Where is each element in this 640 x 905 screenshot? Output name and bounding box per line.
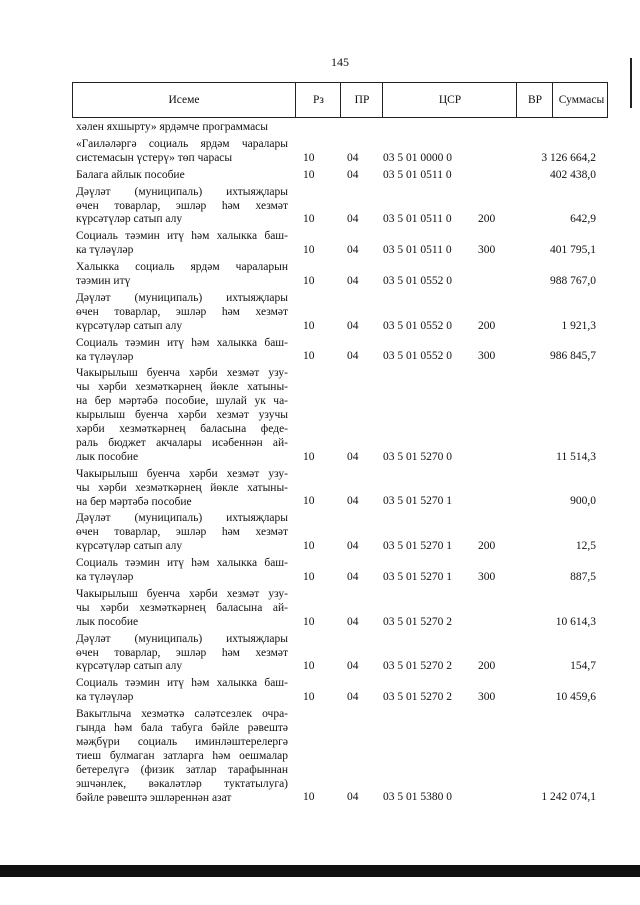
cell-rz: 10 <box>303 540 315 553</box>
row-name-line: күрсәтүләр сатып алу <box>76 319 183 332</box>
cell-csr: 03 5 01 5380 0 <box>383 791 452 804</box>
row-name-line: өчен товарлар, эшләр һәм хезмәт <box>76 199 288 212</box>
cell-rz: 10 <box>303 791 315 804</box>
cell-csr: 03 5 01 5270 1 <box>383 570 452 583</box>
table-row <box>0 230 640 258</box>
cell-vr: 200 <box>478 213 496 226</box>
row-name-line: ка түләүләр <box>76 244 134 257</box>
row-name-line: гында һәм бала табуга бәйле рәвештә <box>76 722 288 734</box>
row-name-line: өчен товарлар, эшләр һәм хезмәт <box>76 526 288 539</box>
row-name <box>76 468 288 510</box>
cell-pr: 04 <box>347 570 359 583</box>
row-name-line: лык пособие <box>76 615 139 628</box>
row-name <box>76 367 288 464</box>
row-name-line: тиеш булмаган затларга һәм оешмалар <box>76 749 288 762</box>
row-name <box>76 138 288 166</box>
cell-rz: 10 <box>303 495 315 508</box>
table-row <box>0 138 640 166</box>
cell-vr: 300 <box>478 244 496 257</box>
cell-sum: 1 921,3 <box>561 319 596 332</box>
table-row <box>0 186 640 228</box>
row-name-line: лык пособие <box>76 450 139 463</box>
cell-pr: 04 <box>347 660 359 673</box>
cell-sum: 1 242 074,1 <box>541 791 596 804</box>
cell-csr: 03 5 01 5270 2 <box>383 660 452 673</box>
cell-pr: 04 <box>347 213 359 226</box>
table-row <box>0 367 640 464</box>
cell-csr: 03 5 01 0511 0 <box>383 244 452 257</box>
cell-csr: 03 5 01 0552 0 <box>383 274 452 287</box>
row-name-line: бетерелүгә (физик затлар тарафыннан <box>76 763 288 776</box>
row-name-line: чы хәрби хезмәткәрнең йөкле хатыны- <box>76 381 288 394</box>
row-name-line: өчен товарлар, эшләр һәм хезмәт <box>76 646 288 659</box>
cell-sum: 12,5 <box>575 540 596 553</box>
row-name-line: Дәүләт (муниципаль) ихтыяҗлары <box>76 291 288 304</box>
cell-pr: 04 <box>347 540 359 553</box>
cell-rz: 10 <box>303 615 315 628</box>
cell-csr: 03 5 01 5270 1 <box>383 540 452 553</box>
row-name-line: Халыкка социаль ярдәм чараларын <box>76 261 288 274</box>
row-name <box>76 512 288 554</box>
cell-sum: 986 845,7 <box>550 350 596 363</box>
row-name-line: Дәүләт (муниципаль) ихтыяҗлары <box>76 512 288 525</box>
cell-csr: 03 5 01 0552 0 <box>383 319 452 332</box>
table-row <box>0 261 640 289</box>
cell-pr: 04 <box>347 168 359 181</box>
cell-sum: 154,7 <box>570 660 596 673</box>
row-name <box>76 169 288 183</box>
row-name <box>76 708 288 805</box>
cell-sum: 10 459,6 <box>555 691 596 704</box>
row-name-line: Балага айлык пособие <box>76 168 185 181</box>
cell-vr: 200 <box>478 660 496 673</box>
row-name-line: Вакытлыча хезмәткә сәләтсезлек очра- <box>76 708 288 721</box>
row-name-line: чы хәрби хезмәткәрнең баласына ай- <box>76 601 288 614</box>
row-name-line: чы хәрби хезмәткәрнең йөкле хатыны- <box>76 481 288 494</box>
table-row <box>0 588 640 630</box>
cell-rz: 10 <box>303 244 315 257</box>
row-name-line: эшчәнлек, вәкаләтләр туктатылуга) <box>76 777 288 790</box>
table-row <box>0 557 640 585</box>
table-row <box>0 337 640 365</box>
row-name-line: күрсәтүләр сатып алу <box>76 540 183 553</box>
row-name-line: Чакырылыш буенча хәрби хезмәт узу- <box>76 587 288 600</box>
row-name-line: тәэмин итү <box>76 275 131 287</box>
cell-rz: 10 <box>303 319 315 332</box>
row-name-line: Социаль тәэмин итү һәм халыкка баш- <box>76 230 288 243</box>
header-name: Исеме <box>168 94 200 106</box>
table-header <box>72 82 608 118</box>
table-row <box>0 708 640 805</box>
cell-vr: 200 <box>478 319 496 332</box>
cell-rz: 10 <box>303 450 315 463</box>
row-name-line: күрсәтүләр сатып алу <box>76 213 183 226</box>
header-vr: ВР <box>516 83 553 117</box>
cell-rz: 10 <box>303 151 315 164</box>
row-name <box>76 588 288 630</box>
row-name-line: Чакырылыш буенча хәрби хезмәт узу- <box>76 467 288 480</box>
cell-pr: 04 <box>347 495 359 508</box>
row-name-line: күрсәтүләр сатып алу <box>76 660 183 673</box>
table-row <box>0 633 640 675</box>
cell-csr: 03 5 01 5270 1 <box>383 495 452 508</box>
table-row <box>0 677 640 705</box>
cell-pr: 04 <box>347 244 359 257</box>
row-name-line: Дәүләт (муниципаль) ихтыяҗлары <box>76 185 288 198</box>
cell-sum: 10 614,3 <box>555 615 596 628</box>
cell-rz: 10 <box>303 691 315 704</box>
cell-csr: 03 5 01 5270 2 <box>383 615 452 628</box>
header-rz: Рз <box>295 83 341 117</box>
cell-csr: 03 5 01 5270 2 <box>383 691 452 704</box>
cell-vr: 300 <box>478 350 496 363</box>
cell-sum: 988 767,0 <box>550 274 596 287</box>
row-name <box>76 261 288 289</box>
row-name <box>76 186 288 228</box>
page-number: 145 <box>331 55 349 69</box>
row-name-line: хәрби хезмәткәрнең баласына феде- <box>76 423 288 436</box>
row-name-line: ка түләүләр <box>76 691 134 704</box>
cell-pr: 04 <box>347 350 359 363</box>
cell-sum: 3 126 664,2 <box>541 151 596 164</box>
row-name <box>76 633 288 675</box>
row-name <box>76 121 288 135</box>
row-name-line: мәҗбүри социаль иминләштерелергә <box>76 735 288 748</box>
cell-rz: 10 <box>303 213 315 226</box>
cell-sum: 402 438,0 <box>550 168 596 181</box>
table-row <box>0 121 640 135</box>
cell-rz: 10 <box>303 570 315 583</box>
row-name <box>76 557 288 585</box>
cell-sum: 900,0 <box>570 495 596 508</box>
row-name-line: на бер мәртәбә пособие, шулай ук ча- <box>76 395 288 408</box>
table-row <box>0 292 640 334</box>
cell-sum: 642,9 <box>570 213 596 226</box>
row-name-line: Социаль тәэмин итү һәм халыкка баш- <box>76 336 288 349</box>
cell-rz: 10 <box>303 274 315 287</box>
table-row <box>0 169 640 183</box>
cell-pr: 04 <box>347 691 359 704</box>
header-csr: ЦСР <box>382 83 517 117</box>
row-name-line: ка түләүләр <box>76 350 134 363</box>
row-name-line: кырылыш буенча хәрби хезмәт узучы <box>76 409 288 422</box>
row-name-line: Социаль тәэмин итү һәм халыкка баш- <box>76 557 288 570</box>
cell-sum: 11 514,3 <box>556 450 596 463</box>
cell-pr: 04 <box>347 615 359 628</box>
table-row <box>0 468 640 510</box>
cell-rz: 10 <box>303 660 315 673</box>
row-name-line: раль бюджет акчалары исәбеннән ай- <box>76 436 288 449</box>
page-edge-rule <box>630 58 632 108</box>
table-row <box>0 512 640 554</box>
header-pr: ПР <box>340 83 383 117</box>
cell-sum: 401 795,1 <box>550 244 596 257</box>
row-name <box>76 677 288 705</box>
row-name-line: бәйле рәвештә эшләреннән азат <box>76 791 232 804</box>
cell-csr: 03 5 01 0511 0 <box>383 213 452 226</box>
row-name-line: системасын үстерү» төп чарасы <box>76 151 233 164</box>
row-name-line: на бер мәртәбә пособие <box>76 495 192 508</box>
cell-vr: 300 <box>478 570 496 583</box>
row-name-line: ка түләүләр <box>76 571 134 583</box>
header-sum: Суммасы <box>552 83 610 117</box>
row-name-line: Чакырылыш буенча хәрби хезмәт узу- <box>76 367 288 380</box>
row-name <box>76 230 288 258</box>
cell-pr: 04 <box>347 151 359 164</box>
cell-vr: 200 <box>478 540 496 553</box>
cell-pr: 04 <box>347 450 359 463</box>
row-name-line: хәлен яхшырту» ярдәмче программасы <box>76 121 269 133</box>
row-name-line: Дәүләт (муниципаль) ихтыяҗлары <box>76 632 288 645</box>
row-name-line: өчен товарлар, эшләр һәм хезмәт <box>76 305 288 318</box>
cell-csr: 03 5 01 5270 0 <box>383 450 452 463</box>
cell-sum: 887,5 <box>570 570 596 583</box>
cell-csr: 03 5 01 0000 0 <box>383 151 452 164</box>
cell-rz: 10 <box>303 350 315 363</box>
row-name-line: «Гаиләләргә социаль ярдәм чаралары <box>76 137 288 150</box>
cell-vr: 300 <box>478 691 496 704</box>
scan-bottom-bar <box>0 865 640 877</box>
cell-csr: 03 5 01 0552 0 <box>383 350 452 363</box>
cell-csr: 03 5 01 0511 0 <box>383 168 452 181</box>
row-name <box>76 337 288 365</box>
row-name-line: Социаль тәэмин итү һәм халыкка баш- <box>76 677 288 690</box>
cell-pr: 04 <box>347 274 359 287</box>
row-name <box>76 292 288 334</box>
cell-rz: 10 <box>303 168 315 181</box>
cell-pr: 04 <box>347 791 359 804</box>
cell-pr: 04 <box>347 319 359 332</box>
